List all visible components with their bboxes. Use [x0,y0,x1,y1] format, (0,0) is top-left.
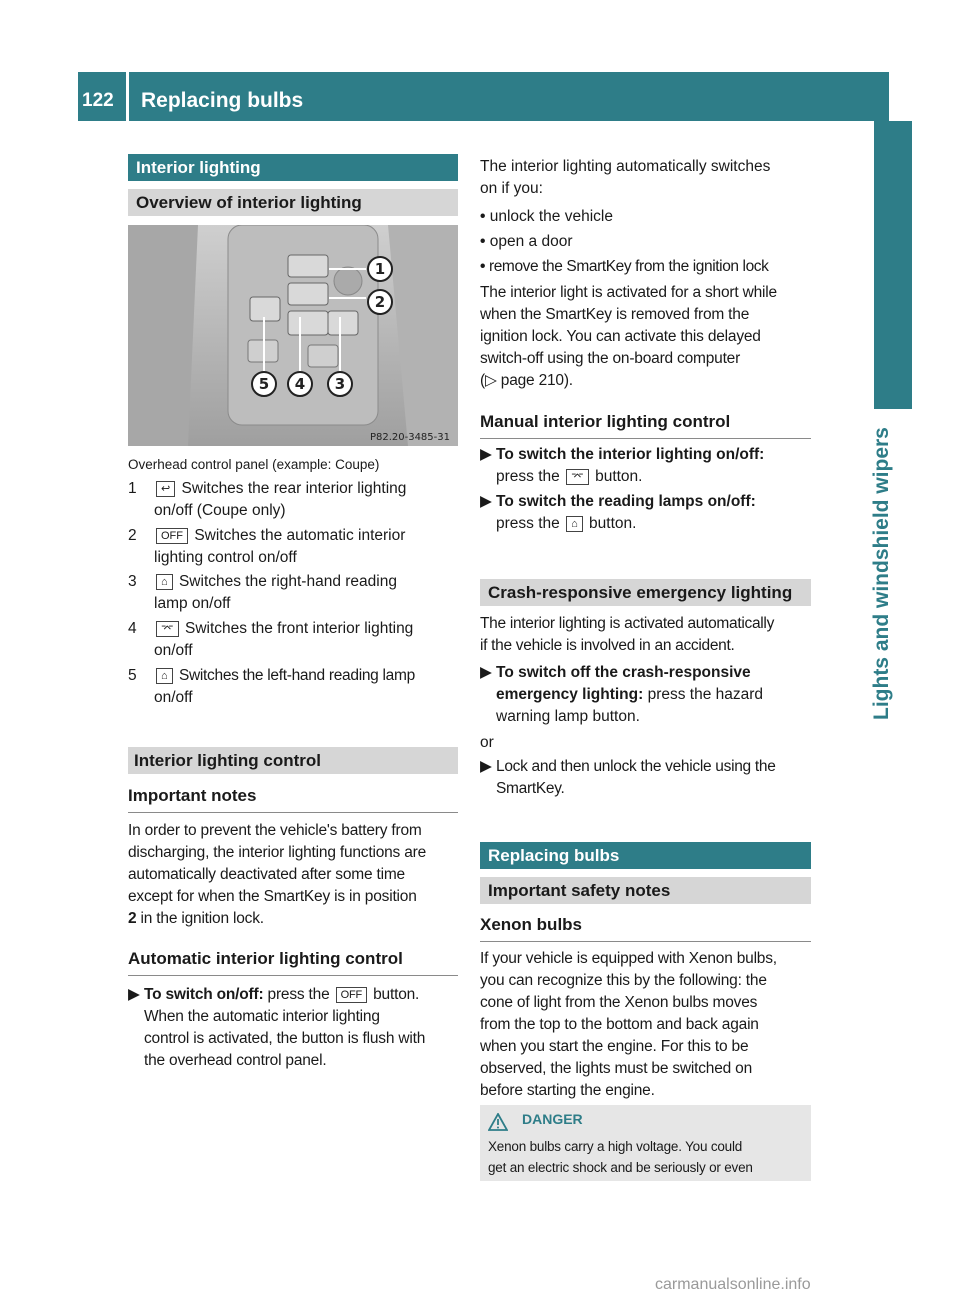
legend-text: Switches the automatic interior [194,527,406,544]
section-heading-interior-lighting: Interior lighting [128,154,458,181]
bullet-mark: • [480,233,486,250]
legend-text: Switches the left-hand reading lamp [178,667,415,684]
legend-number: 2 [128,527,137,544]
text-line: cone of light from the Xenon bulbs moves [480,994,758,1011]
legend-text-cont: on/off (Coupe only) [154,502,286,519]
legend-number: 3 [128,573,137,590]
photo-callout-4: 4 [294,375,306,393]
delayed-switchoff-text [480,282,814,392]
legend-item-5 [128,665,460,709]
legend-item-1 [128,478,458,522]
legend-text: Switches the right-hand reading [178,573,397,590]
step-text: press the [267,986,330,1003]
step-arrow-icon: ▶ [480,493,492,510]
legend-number: 5 [128,667,137,684]
position-value: 2 [128,910,137,927]
section-heading-replacing-bulbs: Replacing bulbs [480,842,811,869]
list-item-text: unlock the vehicle [489,208,613,225]
list-item [480,256,814,278]
legend-text: Switches the rear interior lighting [181,480,407,497]
text-line: automatically deactivated after some time [128,866,405,883]
text-line: observed, the lights must be switched on [480,1060,753,1077]
legend-text-cont: lighting control on/off [154,549,297,566]
step-label: To switch on/off: [144,986,264,1003]
front-light-icon: ⌤ [156,621,179,637]
step-label: To switch off the crash-responsive [496,664,751,681]
text-line: get an electric shock and be seriously or even [488,1160,753,1175]
step-label: emergency lighting: [496,686,644,703]
legend-number: 1 [128,480,137,497]
legend-text-cont: on/off [154,642,193,659]
step-text: Lock and then unlock the vehicle using the [496,758,776,775]
step-text: press the [496,468,560,485]
auto-light-icon: OFF [336,987,367,1003]
lock-step [480,756,814,800]
danger-text [488,1136,753,1178]
crash-text [480,613,814,657]
text-line: when you start the engine. For this to be [480,1038,749,1055]
danger-warning-box [480,1105,811,1181]
text-line: Xenon bulbs carry a high voltage. You could [488,1139,743,1154]
subsection-heading-interior-control: Interior lighting control [128,747,458,774]
step-label: To switch the interior lighting on/off: [496,446,765,463]
rear-light-icon: ↩ [156,481,175,497]
danger-title: DANGER [522,1111,583,1127]
list-item-text: remove the SmartKey from the ignition lock [488,258,769,275]
manual-step-2 [480,491,812,535]
page-reference-link[interactable]: (▷ page 210). [480,372,573,389]
intro-text [480,156,812,200]
list-item [480,231,814,253]
photo-reference: P82.20-3485-31 [369,432,450,443]
text-line: If your vehicle is equipped with Xenon bulbs, [480,950,777,967]
legend-text-cont: lamp on/off [154,595,231,612]
step-text: button. [595,468,643,485]
text-line: the overhead control panel. [144,1052,327,1069]
or-text: or [480,734,494,751]
legend-item-2 [128,525,458,569]
watermark: carmanualsonline.info [655,1276,811,1293]
xenon-text [480,948,814,1102]
text-line: control is activated, the button is flush with [144,1030,426,1047]
step-arrow-icon: ▶ [480,446,492,463]
step-arrow-icon: ▶ [480,758,492,775]
photo-callout-1: 1 [374,260,386,278]
overhead-panel-photo [128,225,458,446]
heading-xenon-bulbs: Xenon bulbs [480,915,811,942]
photo-callout-2: 2 [374,293,386,311]
crash-step [480,662,812,728]
subsection-heading-overview: Overview of interior lighting [128,189,458,216]
step-text: press the [496,515,560,532]
text-line: The interior lighting is activated automatically [480,615,775,632]
text-line: from the top to the bottom and back again [480,1016,759,1033]
reading-lamp-icon: ⌂ [156,668,173,684]
text-line: when the SmartKey is removed from the [480,306,750,323]
step-arrow-icon: ▶ [128,986,140,1003]
overhead-panel-illustration [128,225,458,446]
front-light-icon: ⌤ [566,469,589,485]
legend-text: Switches the front interior lighting [185,620,414,637]
bullet-mark: • [480,208,486,225]
list-item [480,206,814,228]
heading-manual-control: Manual interior lighting control [480,412,811,439]
legend-item-4 [128,618,458,662]
photo-caption: Overhead control panel (example: Coupe) [128,457,380,472]
heading-important-notes: Important notes [128,786,458,813]
text-line: you can recognize this by the following: the [480,972,767,989]
text-line: in the ignition lock. [140,910,264,927]
page-number: 122 [82,90,114,111]
text-line: When the automatic interior lighting [144,1008,380,1025]
step-text: press the hazard [647,686,764,703]
subsection-heading-crash-lighting: Crash-responsive emergency lighting [480,579,811,606]
text-line: if the vehicle is involved in an accident. [480,637,735,654]
photo-callout-5: 5 [258,375,270,393]
header-separator [126,72,129,121]
subsection-heading-safety-notes: Important safety notes [480,877,811,904]
page-title: Replacing bulbs [141,89,304,112]
text-line: before starting the engine. [480,1082,655,1099]
reading-lamp-icon: ⌂ [156,574,173,590]
text-line: The interior lighting automatically switches [480,158,771,175]
step-arrow-icon: ▶ [480,664,492,681]
text-line: on if you: [480,180,543,197]
side-tab [874,121,912,409]
manual-step-1 [480,444,812,488]
list-item-text: open a door [489,233,573,250]
legend-text-cont: on/off [154,689,193,706]
auto-light-icon: OFF [156,528,188,544]
legend-number: 4 [128,620,137,637]
step-text: SmartKey. [496,780,565,797]
important-notes-text [128,820,462,930]
text-line: except for when the SmartKey is in position [128,888,417,905]
bullet-mark: • [480,258,486,275]
step-label: To switch the reading lamps on/off: [496,493,756,510]
step-text: button. [589,515,637,532]
photo-callout-3: 3 [334,375,346,393]
bullet-list [480,206,814,278]
reading-lamp-icon: ⌂ [566,516,583,532]
heading-automatic-control: Automatic interior lighting control [128,949,458,976]
step-text: button. [373,986,420,1003]
text-line: In order to prevent the vehicle's battery from [128,822,422,839]
text-line: discharging, the interior lighting functions are [128,844,426,861]
legend-item-3 [128,571,458,615]
side-tab-label: Lights and windshield wipers [870,427,893,720]
text-line: The interior light is activated for a short while [480,284,777,301]
warning-triangle-icon [488,1113,508,1131]
auto-control-step [128,984,460,1072]
text-line: ignition lock. You can activate this delayed [480,328,761,345]
text-line: switch-off using the on-board computer [480,350,741,367]
step-text: warning lamp button. [496,708,640,725]
